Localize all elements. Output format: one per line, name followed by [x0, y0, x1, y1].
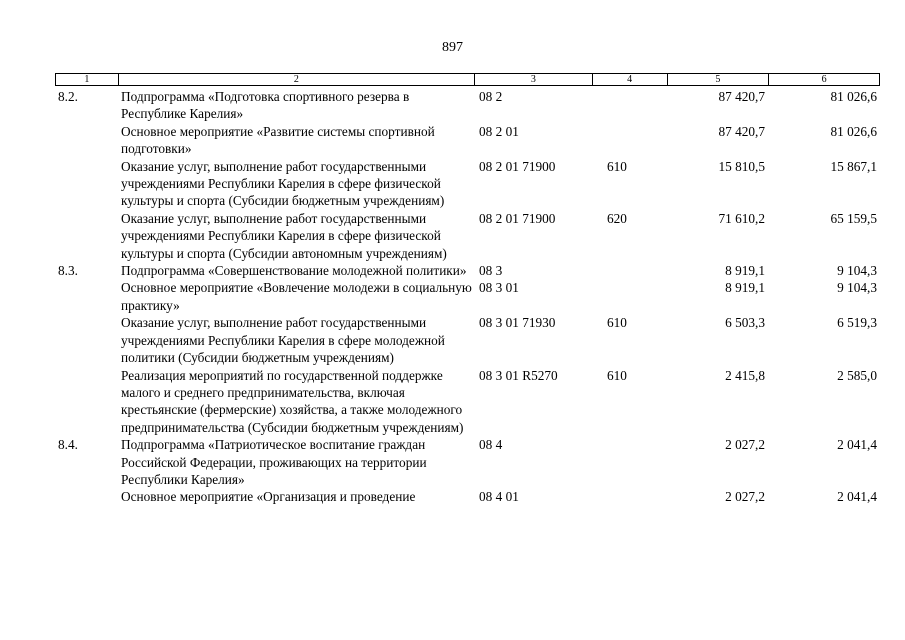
- row-code: 08 2: [479, 89, 503, 104]
- row-number: 8.2.: [58, 89, 78, 104]
- row-amount-1: 6 503,3: [725, 315, 765, 331]
- table-row: [55, 436, 880, 488]
- row-expense-type: [593, 279, 668, 314]
- row-expense-type: 610: [607, 158, 627, 174]
- row-amount-2: 2 041,4: [837, 437, 877, 453]
- row-expense-type: [593, 262, 668, 279]
- row-expense-type: [593, 436, 668, 488]
- row-name: Оказание услуг, выполнение работ государственными учреждениями Республики Карелия в сфере физической культуры и спорта (Субсидии автономным учреждениям): [121, 210, 447, 261]
- table-row: [55, 314, 880, 366]
- row-amount-2: 15 867,1: [830, 158, 877, 174]
- row-name: Подпрограмма «Совершенствование молодежной политики»: [121, 263, 467, 279]
- row-name: Основное мероприятие «Организация и проведение: [121, 489, 416, 505]
- row-name: Реализация мероприятий по государственной поддержке малого и среднего предпринимательства, включая крестьянские (фермерские) хозяйства, а также молодежного предпринимательства (Субсидии бюджетным учреждениям): [121, 367, 464, 435]
- table-header: [55, 73, 880, 86]
- row-expense-type: [593, 488, 668, 505]
- table-body: [55, 88, 880, 506]
- row-name: Основное мероприятие «Развитие системы спортивной подготовки»: [121, 123, 435, 157]
- table-row: [55, 88, 880, 123]
- header-col-5: 5: [668, 74, 770, 85]
- row-name: Оказание услуг, выполнение работ государственными учреждениями Республики Карелия в сфере физической культуры и спорта (Субсидии бюджетным учреждениям): [121, 158, 445, 209]
- table-row: [55, 367, 880, 437]
- row-amount-2: 65 159,5: [830, 210, 877, 226]
- row-number: [55, 488, 118, 505]
- row-code: 08 3 01 R5270: [479, 367, 558, 383]
- header-col-6: 6: [821, 74, 827, 85]
- row-code: 08 3 01: [479, 280, 519, 296]
- row-number: [55, 123, 118, 158]
- table-row: [55, 279, 880, 314]
- row-number: [55, 158, 118, 210]
- row-amount-2: 2 585,0: [837, 367, 877, 383]
- row-amount-2: 81 026,6: [830, 89, 877, 104]
- row-code: 08 2 01: [479, 123, 519, 139]
- row-code: 08 2 01 71900: [479, 210, 556, 226]
- row-amount-1: 71 610,2: [718, 210, 765, 226]
- row-amount-2: 9 104,3: [837, 280, 877, 296]
- row-amount-1: 2 027,2: [725, 489, 765, 505]
- table-row: [55, 158, 880, 210]
- row-amount-1: 8 919,1: [725, 280, 765, 296]
- row-number: 8.4.: [58, 437, 78, 453]
- header-col-2: 2: [119, 74, 475, 85]
- row-number: 8.3.: [58, 263, 78, 279]
- row-amount-1: 2 415,8: [725, 367, 765, 383]
- header-col-4: 4: [593, 74, 668, 85]
- table-row: [55, 262, 880, 279]
- row-code: 08 4 01: [479, 489, 519, 505]
- header-col-1: 1: [56, 74, 119, 85]
- row-number: [55, 279, 118, 314]
- row-code: 08 3 01 71930: [479, 315, 556, 331]
- row-expense-type: [593, 123, 668, 158]
- row-amount-1: 2 027,2: [725, 437, 765, 453]
- row-expense-type: 610: [607, 367, 627, 383]
- table-row: [55, 123, 880, 158]
- row-name: Подпрограмма «Подготовка спортивного резерва в Республике Карелия»: [121, 89, 410, 122]
- row-name: Основное мероприятие «Вовлечение молодежи в социальную практику»: [121, 280, 472, 313]
- row-amount-1: 15 810,5: [718, 158, 765, 174]
- row-number: [55, 314, 118, 366]
- row-expense-type: [593, 88, 668, 123]
- table-row: [55, 210, 880, 262]
- row-amount-2: 9 104,3: [837, 263, 877, 279]
- row-code: 08 2 01 71900: [479, 158, 556, 174]
- row-amount-2: 81 026,6: [830, 123, 877, 139]
- row-amount-1: 87 420,7: [718, 123, 765, 139]
- row-code: 08 3: [479, 263, 503, 279]
- page-number: 897: [442, 40, 463, 55]
- row-name: Подпрограмма «Патриотическое воспитание граждан Российской Федерации, проживающих на территории Республики Карелия»: [121, 437, 427, 487]
- row-number: [55, 367, 118, 437]
- row-expense-type: 620: [607, 210, 627, 226]
- row-name: Оказание услуг, выполнение работ государственными учреждениями Республики Карелия в сфере молодежной политики (Субсидии бюджетным учреждениям): [121, 315, 445, 366]
- row-amount-1: 8 919,1: [725, 263, 765, 279]
- row-number: [55, 210, 118, 262]
- row-amount-1: 87 420,7: [718, 89, 765, 104]
- row-amount-2: 6 519,3: [837, 315, 877, 331]
- header-col-3: 3: [475, 74, 593, 85]
- table-row: [55, 488, 880, 505]
- row-amount-2: 2 041,4: [837, 489, 877, 505]
- row-code: 08 4: [479, 437, 503, 453]
- row-expense-type: 610: [607, 315, 627, 331]
